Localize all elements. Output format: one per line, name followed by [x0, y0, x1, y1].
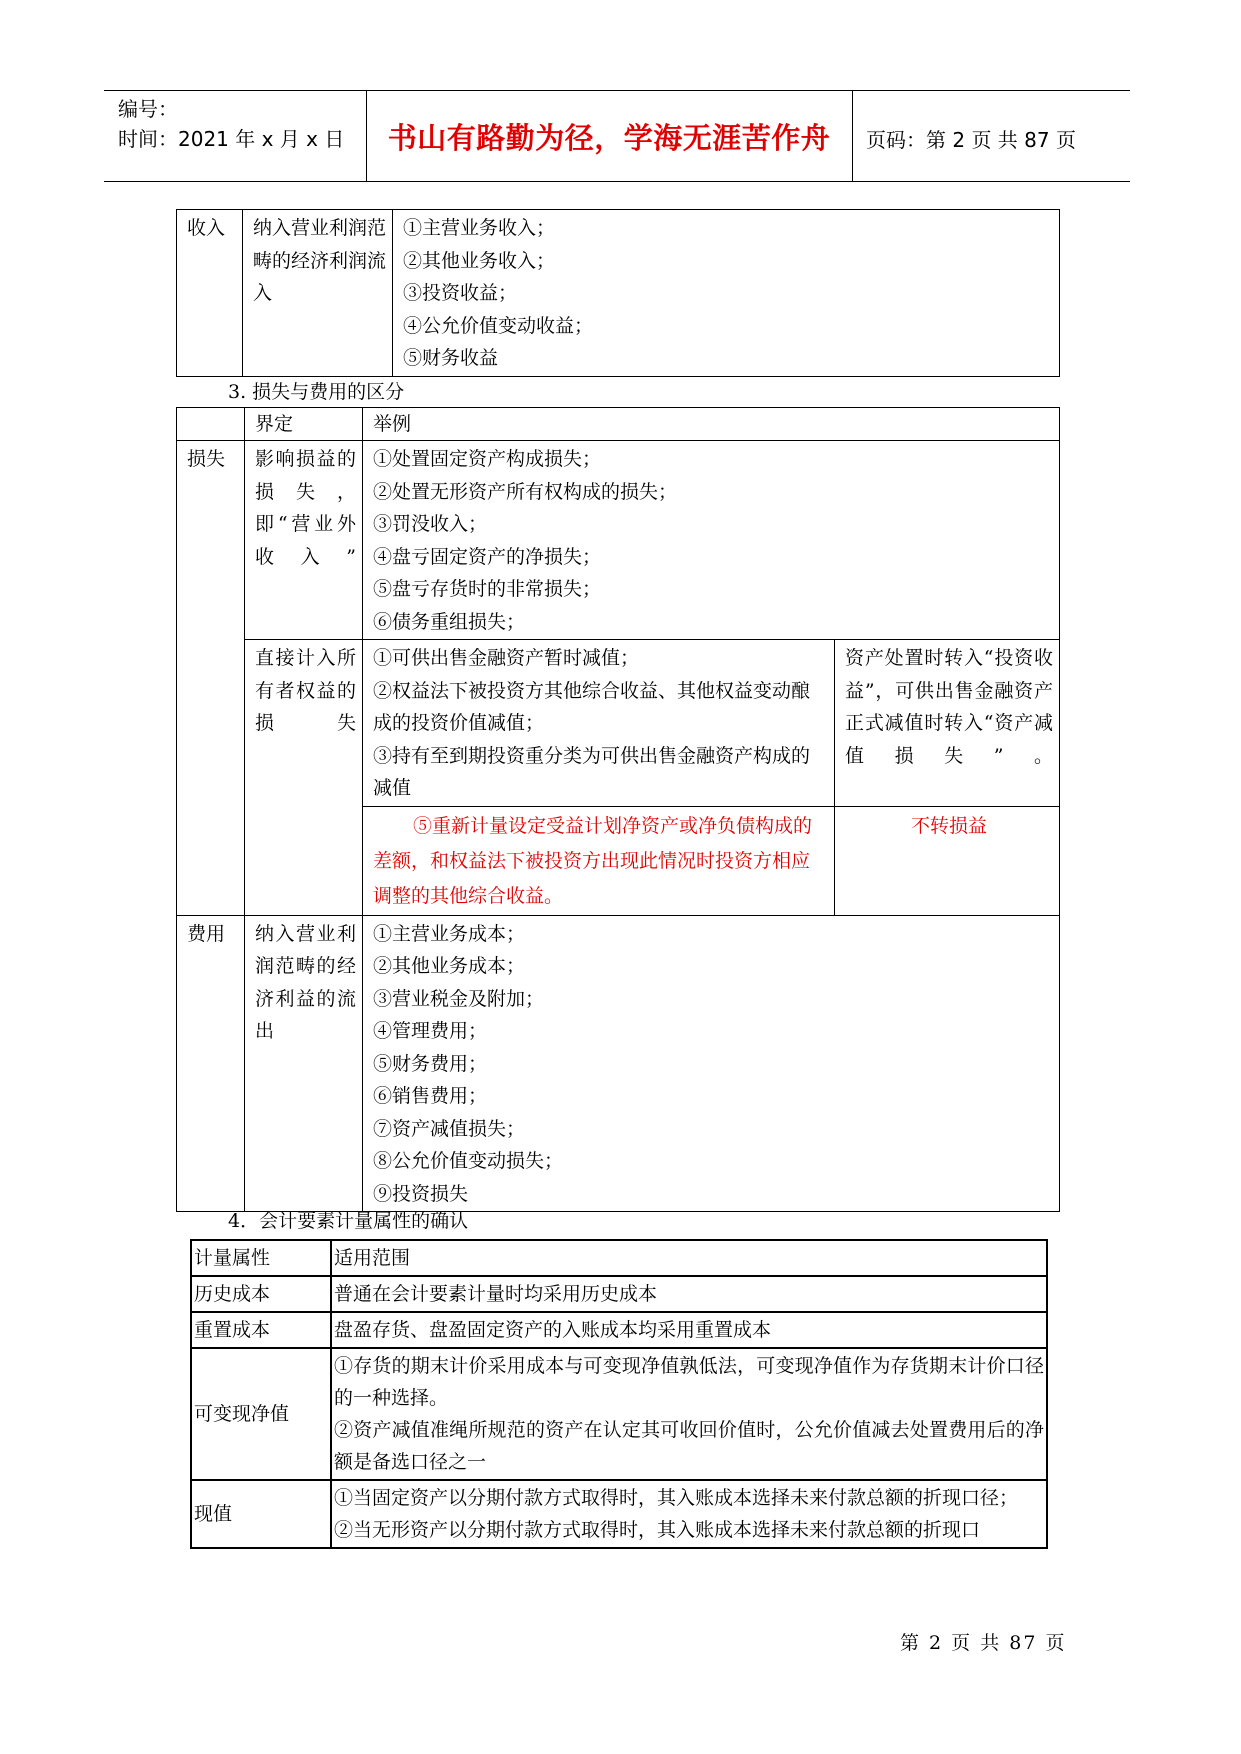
- document-time-label: 时间：2021 年 x 月 x 日: [118, 127, 345, 151]
- list-item: ①主营业务收入；: [403, 217, 556, 239]
- header-bottom-rule: [104, 181, 1130, 182]
- list-item: ⑥销售费用；: [373, 1085, 488, 1107]
- table-row: [191, 1348, 1047, 1480]
- table-row: [191, 1480, 1047, 1548]
- loss-equity-definition-cell: 直接计入所有者权益的损失: [245, 640, 363, 916]
- scope-cell: [331, 1312, 1047, 1348]
- loss-expense-table: [176, 407, 1060, 1212]
- list-item: ②权益法下被投资方其他综合收益、其他权益变动酿成的投资价值减值；: [373, 679, 811, 734]
- list-item: ⑤财务收益: [403, 347, 499, 369]
- scope-cell: [331, 1276, 1047, 1312]
- scope-line: 普通在会计要素计量时均采用历史成本: [334, 1283, 658, 1305]
- loss-profit-definition-cell: 影响损益的损失，即“营业外收入”: [245, 441, 363, 640]
- loss-equity-examples-cell: [363, 640, 835, 807]
- header-info: [118, 94, 344, 154]
- table-row: [177, 915, 1060, 1212]
- footer-page-number: 第 2 页 共 87 页: [900, 1632, 1067, 1654]
- scope-line: ①当固定资产以分期付款方式取得时，其入账成本选择未来付款总额的折现口径；: [334, 1487, 1019, 1509]
- list-item: ④盘亏固定资产的净损失；: [373, 545, 602, 568]
- list-item: ②其他业务成本；: [373, 955, 526, 977]
- expense-definition-cell: 纳入营业利润范畴的经济利益的流出: [245, 915, 363, 1212]
- document-number-label: 编号：: [118, 97, 178, 121]
- expense-category-cell: 费用: [177, 915, 245, 1212]
- loss-red-note-cell: 不转损益: [835, 806, 1060, 915]
- table-row: [177, 210, 1060, 377]
- table-row: [191, 1276, 1047, 1312]
- list-item: ⑦资产减值损失；: [373, 1117, 526, 1140]
- list-item: ④公允价值变动收益；: [403, 314, 594, 337]
- list-item: ①处置固定资产构成损失；: [373, 448, 602, 470]
- scope-cell: [331, 1348, 1047, 1480]
- header-motto: 书山有路勤为径，学海无涯苦作舟: [387, 121, 831, 155]
- table-row: [177, 441, 1060, 640]
- loss-red-example-cell: ⑤重新计量设定受益计划净资产或净负债构成的差额，和权益法下被投资方出现此情况时投资方相应调整的其他综合收益。: [363, 806, 835, 915]
- header-attribute-cell: 计量属性: [191, 1240, 331, 1276]
- income-examples-cell: [393, 210, 1060, 377]
- list-item: ⑤盘亏存货时的非常损失；: [373, 578, 602, 600]
- loss-profit-examples-cell: [363, 441, 1060, 640]
- scope-line: ②资产减值准绳所规范的资产在认定其可收回价值时，公允价值减去处置费用后的净额是备选口径之一: [334, 1419, 1044, 1473]
- list-item: ③营业税金及附加；: [373, 987, 545, 1010]
- scope-line: ②当无形资产以分期付款方式取得时，其入账成本选择未来付款总额的折现口: [334, 1519, 981, 1541]
- table-header-row: [177, 408, 1060, 441]
- list-item: ①主营业务成本；: [373, 922, 526, 945]
- list-item: ②其他业务收入；: [403, 249, 556, 272]
- table-row: [191, 1312, 1047, 1348]
- list-item: ④管理费用；: [373, 1020, 488, 1042]
- table-row: [177, 640, 1060, 807]
- measurement-table: [190, 1239, 1048, 1549]
- header-divider-right: [852, 90, 853, 182]
- header-scope-cell: 适用范围: [331, 1240, 1047, 1276]
- income-table: [176, 209, 1060, 377]
- attribute-cell: 现值: [191, 1480, 331, 1548]
- header-example-cell: 举例: [363, 408, 1060, 441]
- expense-examples-cell: [363, 915, 1060, 1212]
- list-item: ⑤财务费用；: [373, 1052, 488, 1075]
- attribute-cell: 可变现净值: [191, 1348, 331, 1480]
- list-item: ②处置无形资产所有权构成的损失；: [373, 480, 678, 503]
- list-item: ③投资收益；: [403, 282, 518, 304]
- list-item: ⑧公允价值变动损失；: [373, 1150, 564, 1172]
- header-definition-cell: 界定: [245, 408, 363, 441]
- loss-category-cell: 损失: [177, 441, 245, 916]
- header-top-rule: [104, 90, 1130, 91]
- attribute-cell: 历史成本: [191, 1276, 331, 1312]
- list-item: ⑨投资损失: [373, 1182, 469, 1205]
- scope-line: 盘盈存货、盘盈固定资产的入账成本均采用重置成本: [334, 1319, 772, 1341]
- header-empty-cell: [177, 408, 245, 441]
- section-3-title: 3. 损失与费用的区分: [228, 381, 405, 403]
- attribute-cell: 重置成本: [191, 1312, 331, 1348]
- list-item: ①可供出售金融资产暂时减值；: [373, 647, 640, 669]
- income-category-cell: 收入: [177, 210, 243, 377]
- header-page-label: 页码：第 2 页 共 87 页: [866, 128, 1076, 152]
- section-4-title: 4．会计要素计量属性的确认: [228, 1210, 469, 1232]
- scope-line: ①存货的期末计价采用成本与可变现净值孰低法，可变现净值作为存货期末计价口径的一种选择。: [334, 1355, 1044, 1409]
- income-definition-cell: 纳入营业利润范畴的经济利润流入: [243, 210, 393, 377]
- list-item: ③罚没收入；: [373, 513, 488, 535]
- table-header-row: [191, 1240, 1047, 1276]
- list-item: ③持有至到期投资重分类为可供出售金融资产构成的减值: [373, 744, 811, 799]
- list-item: ⑥债务重组损失；: [373, 610, 526, 633]
- loss-equity-note-cell: 资产处置时转入“投资收益”，可供出售金融资产正式减值时转入“资产减值损失”。: [835, 640, 1060, 807]
- scope-cell: [331, 1480, 1047, 1548]
